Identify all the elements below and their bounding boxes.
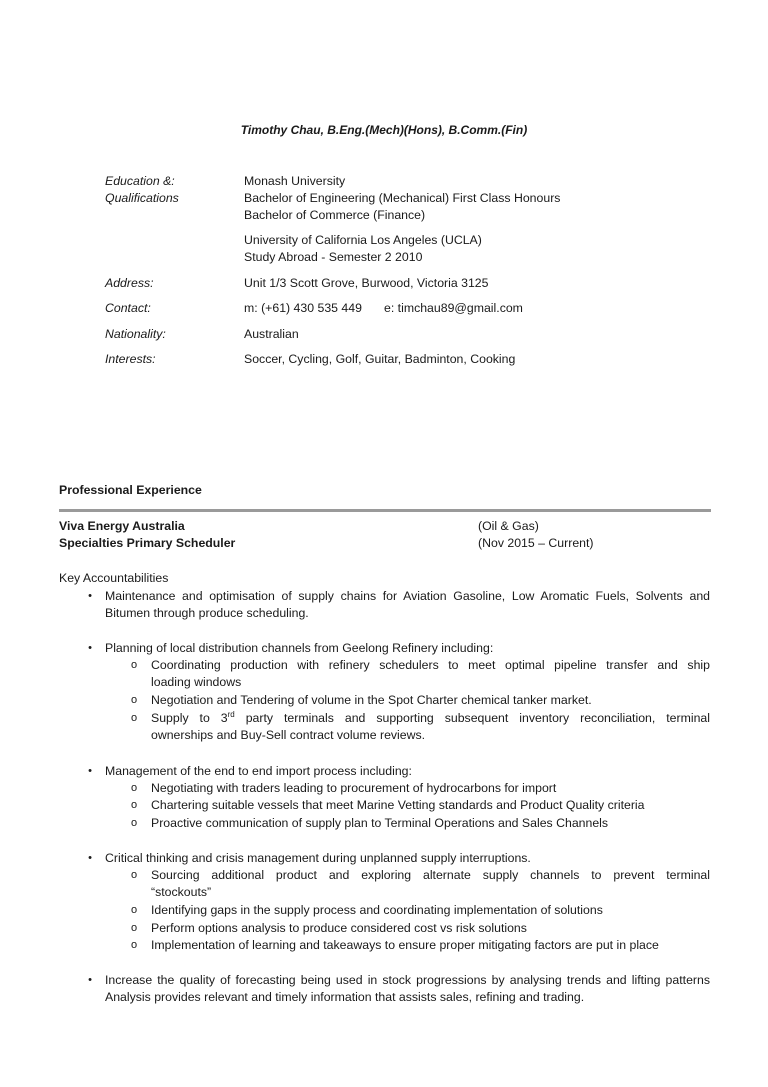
sub-bullet-text: Negotiation and Tendering of volume in the Spot Charter chemical tanker market. bbox=[151, 693, 592, 707]
address-label: Address: bbox=[105, 276, 154, 290]
sub-bullet-text: Perform options analysis to produce considered cost vs risk solutions bbox=[151, 921, 527, 935]
interests-label: Interests: bbox=[105, 352, 156, 366]
nationality-label: Nationality: bbox=[105, 327, 166, 341]
phone-value: m: (+61) 430 535 449 bbox=[244, 301, 362, 315]
bullet-icon: • bbox=[88, 852, 92, 864]
page-title: Timothy Chau, B.Eng.(Mech)(Hons), B.Comm.(Fin) bbox=[240, 123, 528, 137]
interests-value: Soccer, Cycling, Golf, Guitar, Badminton, Cooking bbox=[244, 352, 516, 366]
sub-bullet-text: ownerships and Buy-Sell contract volume reviews. bbox=[151, 728, 426, 742]
sub-bullet-icon: o bbox=[130, 782, 138, 794]
nationality-value: Australian bbox=[244, 327, 299, 341]
bullet-text: Management of the end to end import process including: bbox=[105, 764, 412, 778]
company-name: Viva Energy Australia bbox=[59, 519, 185, 533]
address-value: Unit 1/3 Scott Grove, Burwood, Victoria 3125 bbox=[244, 276, 489, 290]
sub-bullet-icon: o bbox=[130, 817, 138, 829]
sub-bullet-text: loading windows bbox=[151, 675, 242, 689]
sub-bullet-icon: o bbox=[130, 712, 138, 724]
sub-bullet-icon: o bbox=[130, 694, 138, 706]
sub-bullet-text: Identifying gaps in the supply process and coordinating implementation of solutions bbox=[151, 903, 603, 917]
edu-line: Monash University bbox=[244, 174, 346, 188]
bullet-text: Bitumen through produce scheduling. bbox=[105, 606, 309, 620]
bullet-icon: • bbox=[88, 974, 92, 986]
period: (Nov 2015 – Current) bbox=[478, 536, 594, 550]
sub-bullet-icon: o bbox=[130, 904, 138, 916]
role-title: Specialties Primary Scheduler bbox=[59, 536, 236, 550]
sub-bullet-text: Chartering suitable vessels that meet Marine Vetting standards and Product Quality criteria bbox=[151, 798, 645, 812]
industry: (Oil & Gas) bbox=[478, 519, 539, 533]
bullet-icon: • bbox=[88, 765, 92, 777]
bullet-icon: • bbox=[88, 590, 92, 602]
bullet-icon: • bbox=[88, 642, 92, 654]
edu-line: Bachelor of Commerce (Finance) bbox=[244, 208, 426, 222]
bullet-text: Increase the quality of forecasting being used in stock progressions by analysing trends and lifting patterns bbox=[105, 973, 710, 987]
sub-bullet-icon: o bbox=[130, 869, 138, 881]
sub-bullet-icon: o bbox=[130, 799, 138, 811]
qualifications-label: Qualifications bbox=[105, 191, 179, 205]
sub-bullet-text: Negotiating with traders leading to procurement of hydrocarbons for import bbox=[151, 781, 557, 795]
sub-bullet-text: “stockouts” bbox=[151, 885, 212, 899]
bullet-text: Maintenance and optimisation of supply chains for Aviation Gasoline, Low Aromatic Fuels, Solvents and bbox=[105, 589, 710, 603]
sub-bullet-icon: o bbox=[130, 922, 138, 934]
bullet-text: Analysis provides relevant and timely information that assists sales, refining and trading. bbox=[105, 990, 585, 1004]
sub-bullet-icon: o bbox=[130, 939, 138, 951]
section-heading: Professional Experience bbox=[59, 483, 202, 497]
edu-line: University of California Los Angeles (UCLA) bbox=[244, 233, 482, 247]
bullet-text: Planning of local distribution channels from Geelong Refinery including: bbox=[105, 641, 494, 655]
sub-bullet-text: Sourcing additional product and exploring alternate supply channels to prevent terminal bbox=[151, 868, 710, 882]
email-value: e: timchau89@gmail.com bbox=[384, 301, 523, 315]
sub-bullet-text: Proactive communication of supply plan to Terminal Operations and Sales Channels bbox=[151, 816, 609, 830]
sub-bullet-icon: o bbox=[130, 659, 138, 671]
key-accountabilities-heading: Key Accountabilities bbox=[59, 571, 169, 585]
education-label: Education &: bbox=[105, 174, 175, 188]
sub-bullet-text: Implementation of learning and takeaways to ensure proper mitigating factors are put in place bbox=[151, 938, 659, 952]
bullet-text: Critical thinking and crisis management during unplanned supply interruptions. bbox=[105, 851, 531, 865]
edu-line: Bachelor of Engineering (Mechanical) First Class Honours bbox=[244, 191, 561, 205]
edu-line: Study Abroad - Semester 2 2010 bbox=[244, 250, 423, 264]
sub-bullet-text: Coordinating production with refinery schedulers to meet optimal pipeline transfer and ship bbox=[151, 658, 710, 672]
sub-bullet-text: Supply to 3rd party terminals and supporting subsequent inventory reconciliation, terminal bbox=[151, 709, 710, 725]
section-divider bbox=[59, 509, 711, 512]
contact-label: Contact: bbox=[105, 301, 151, 315]
